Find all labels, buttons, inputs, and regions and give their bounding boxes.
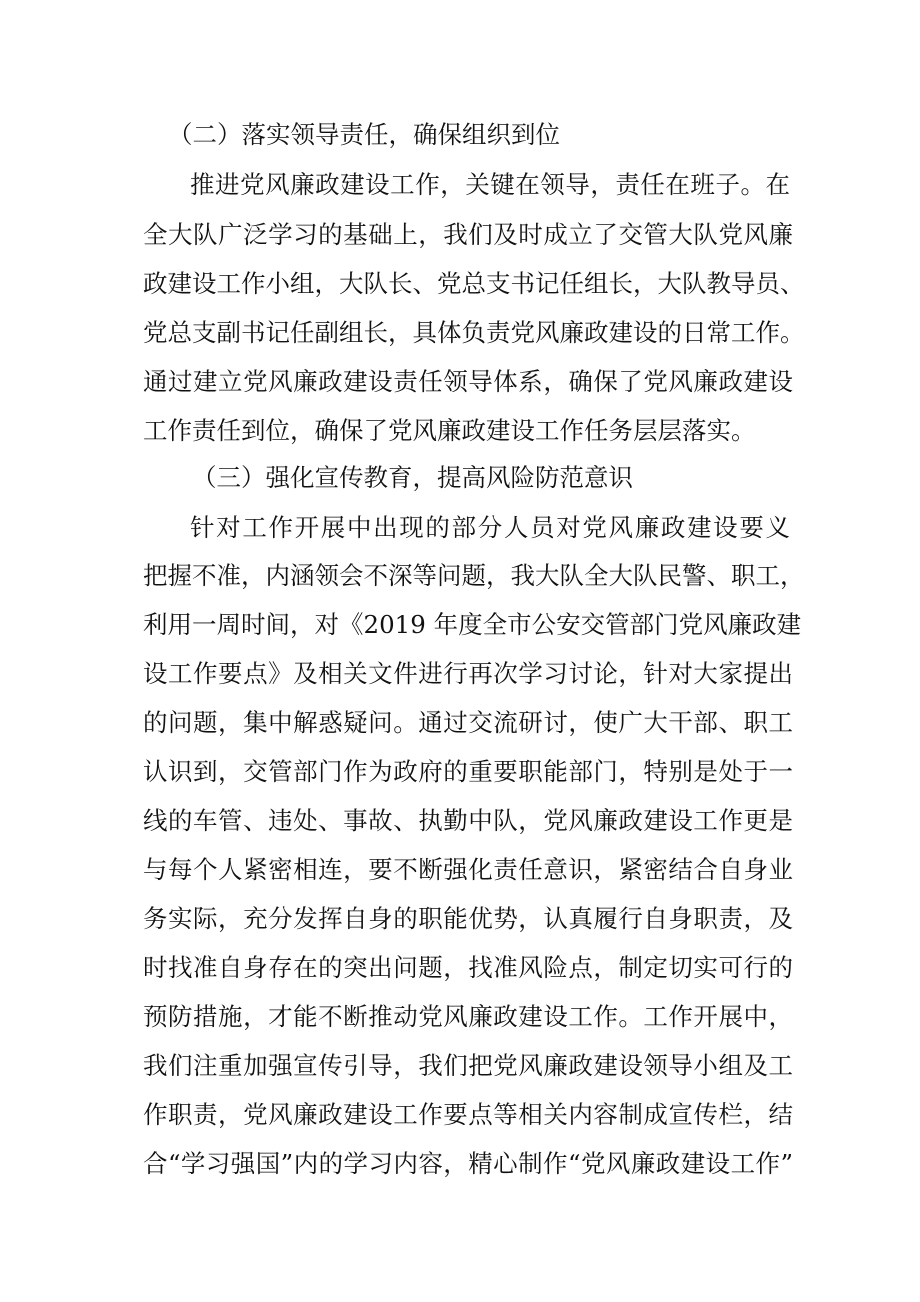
section-heading-3: （三）强化宣传教育，提高风险防范意识 xyxy=(192,463,633,492)
paragraph-line: 全大队广泛学习的基础上，我们及时成立了交管大队党风廉 xyxy=(143,220,793,249)
paragraph-line: 通过建立党风廉政建设责任领导体系，确保了党风廉政建设 xyxy=(143,367,793,396)
paragraph-line: 预防措施，才能不断推动党风廉政建设工作。工作开展中， xyxy=(143,1002,793,1031)
paragraph-line: 作职责，党风廉政建设工作要点等相关内容制成宣传栏，结 xyxy=(143,1100,793,1129)
paragraph-line: 务实际，充分发挥自身的职能优势，认真履行自身职责，及 xyxy=(143,904,793,933)
paragraph-line: 与每个人紧密相连，要不断强化责任意识，紧密结合自身业 xyxy=(143,855,793,884)
paragraph-line: 我们注重加强宣传引导，我们把党风廉政建设领导小组及工 xyxy=(143,1051,793,1080)
paragraph-line: 线的车管、违处、事故、执勤中队，党风廉政建设工作更是 xyxy=(143,806,793,835)
paragraph-line: 认识到，交管部门作为政府的重要职能部门，特别是处于一 xyxy=(143,757,793,786)
paragraph-line: 政建设工作小组，大队长、党总支书记任组长，大队教导员、 xyxy=(143,269,805,298)
paragraph-line: 合“学习强国”内的学习内容，精心制作“党风廉政建设工作” xyxy=(143,1149,793,1178)
paragraph-line: 党总支副书记任副组长，具体负责党风廉政建设的日常工作。 xyxy=(143,318,805,347)
paragraph-line: 工作责任到位，确保了党风廉政建设工作任务层层落实。 xyxy=(143,416,756,445)
section-heading-2: （二）落实领导责任，确保组织到位 xyxy=(168,120,560,149)
paragraph-line: 推进党风廉政建设工作，关键在领导，责任在班子。在 xyxy=(190,170,790,199)
paragraph-line: 把握不准，内涵领会不深等问题，我大队全大队民警、职工， xyxy=(143,561,805,590)
paragraph-line: 的问题，集中解惑疑问。通过交流研讨，使广大干部、职工 xyxy=(143,708,793,737)
paragraph-line: 针对工作开展中出现的部分人员对党风廉政建设要义 xyxy=(190,513,790,542)
paragraph-line: 利用一周时间，对《2019 年度全市公安交管部门党风廉政建 xyxy=(143,610,802,639)
paragraph-line: 时找准自身存在的突出问题，找准风险点，制定切实可行的 xyxy=(143,953,793,982)
paragraph-line: 设工作要点》及相关文件进行再次学习讨论，针对大家提出 xyxy=(143,659,793,688)
